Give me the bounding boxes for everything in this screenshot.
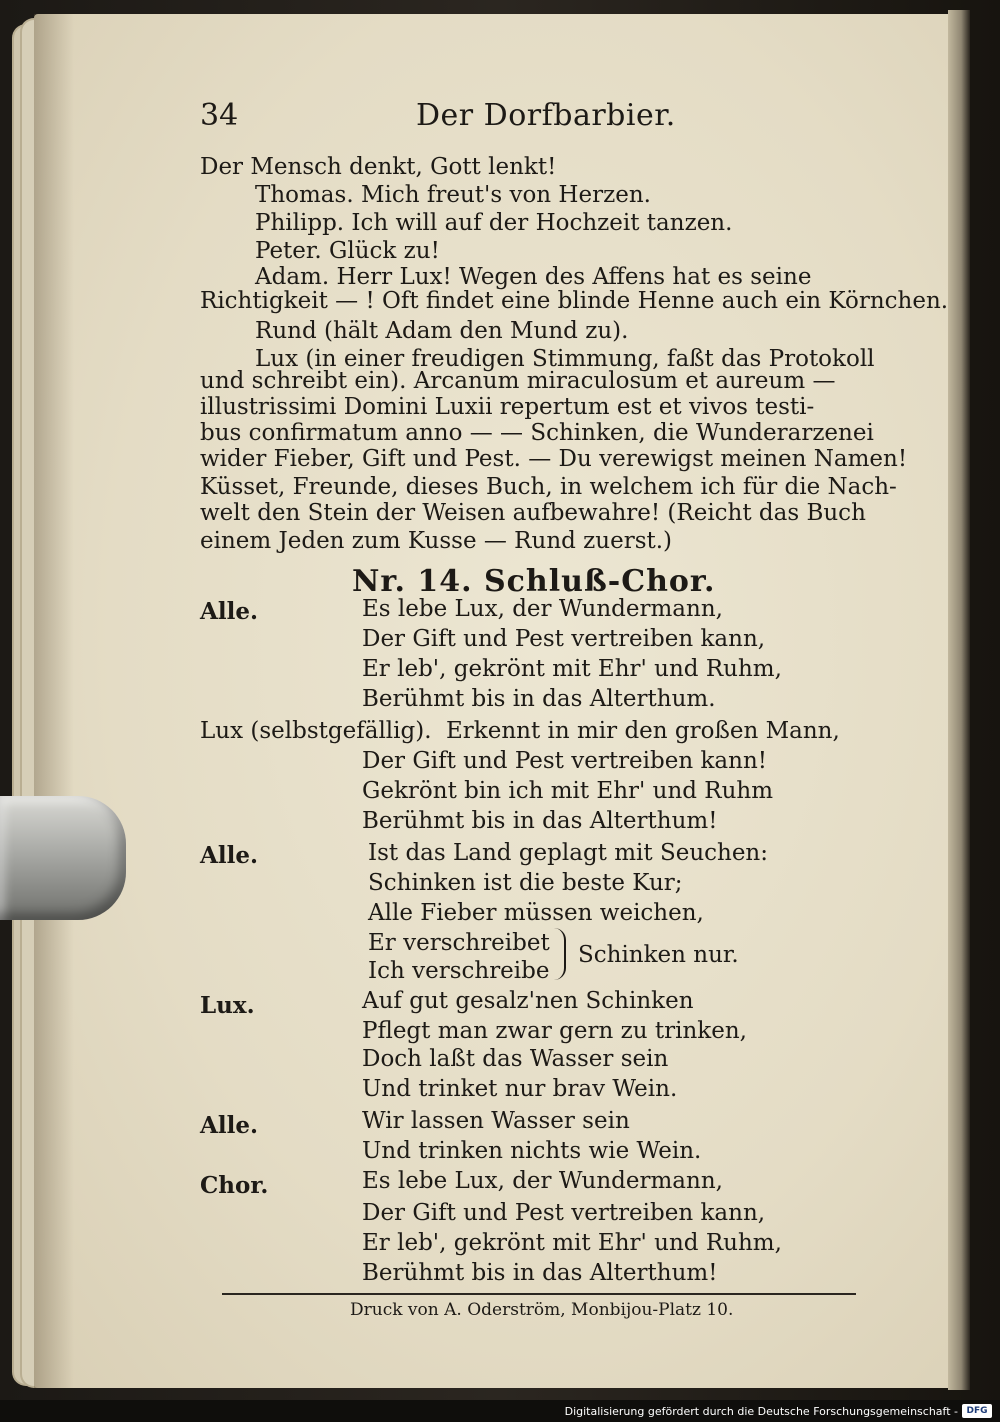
text-line: und schreibt ein). Arcanum miraculosum et aureum —	[200, 368, 836, 394]
speaker-label: Alle.	[200, 598, 258, 625]
verse-line: Berühmt bis in das Alterthum!	[362, 1260, 718, 1286]
verse-line: Und trinken nichts wie Wein.	[362, 1138, 702, 1164]
verse-line: Er verschreibet	[368, 930, 550, 956]
text-line: wider Fieber, Gift und Pest. — Du verewigst meinen Namen!	[200, 446, 908, 472]
text-line: welt den Stein der Weisen aufbewahre! (Reicht das Buch	[200, 500, 866, 526]
text-line: Rund (hält Adam den Mund zu).	[255, 318, 629, 344]
verse-line: Doch laßt das Wasser sein	[362, 1046, 669, 1072]
running-title: Der Dorfbarbier.	[416, 98, 676, 133]
verse-line: Der Gift und Pest vertreiben kann!	[362, 748, 768, 774]
text-line: Richtigkeit — ! Oft findet eine blinde Henne auch ein Körnchen.	[200, 288, 949, 314]
verse-line: Wir lassen Wasser sein	[362, 1108, 630, 1134]
text-line: bus confirmatum anno — — Schinken, die Wunderarzenei	[200, 420, 874, 446]
verse-line: Der Gift und Pest vertreiben kann,	[362, 626, 766, 652]
page-holder-clip	[0, 796, 126, 920]
verse-line: Pflegt man zwar gern zu trinken,	[362, 1018, 747, 1044]
verse-line: Der Gift und Pest vertreiben kann,	[362, 1200, 766, 1226]
text-line: Thomas. Mich freut's von Herzen.	[255, 182, 651, 208]
verse-line: Alle Fieber müssen weichen,	[368, 900, 704, 926]
speaker-label: Lux (selbstgefällig).	[200, 718, 432, 744]
speaker-label: Lux.	[200, 992, 255, 1019]
text-line: einem Jeden zum Kusse — Rund zuerst.)	[200, 528, 673, 554]
speaker-label: Alle.	[200, 1112, 258, 1139]
verse-line: Berühmt bis in das Alterthum.	[362, 686, 716, 712]
verse-line: Schinken ist die beste Kur;	[368, 870, 683, 896]
verse-line: Erkennt in mir den großen Mann,	[446, 718, 840, 744]
page-right-edge	[948, 10, 970, 1390]
verse-line: Er leb', gekrönt mit Ehr' und Ruhm,	[362, 1230, 782, 1256]
printer-imprint: Druck von A. Oderström, Monbijou-Platz 10.	[350, 1300, 734, 1320]
text-line: illustrissimi Domini Luxii repertum est et vivos testi-	[200, 394, 815, 420]
verse-line: Es lebe Lux, der Wundermann,	[362, 596, 723, 622]
verse-line: Ich verschreibe	[368, 958, 550, 984]
verse-line: Es lebe Lux, der Wundermann,	[362, 1168, 723, 1194]
verse-line: Berühmt bis in das Alterthum!	[362, 808, 718, 834]
text-line: Adam. Herr Lux! Wegen des Affens hat es seine	[255, 264, 812, 290]
text-line: Küsset, Freunde, dieses Buch, in welchem ich für die Nach-	[200, 474, 897, 500]
speaker-label: Alle.	[200, 842, 258, 869]
spine-shadow	[34, 14, 74, 1388]
speaker-label: Chor.	[200, 1172, 269, 1199]
braced-text: Schinken nur.	[578, 942, 739, 968]
text-line: Peter. Glück zu!	[255, 238, 440, 264]
page-number: 34	[200, 98, 239, 133]
curly-brace	[554, 928, 566, 980]
dfg-logo: DFG	[962, 1404, 992, 1418]
verse-line: Und trinket nur brav Wein.	[362, 1076, 678, 1102]
footer-rule	[222, 1293, 856, 1295]
digitization-notice: Digitalisierung gefördert durch die Deutsche Forschungsgemeinschaft -	[564, 1405, 958, 1418]
verse-line: Er leb', gekrönt mit Ehr' und Ruhm,	[362, 656, 782, 682]
verse-line: Ist das Land geplagt mit Seuchen:	[368, 840, 768, 866]
verse-line: Gekrönt bin ich mit Ehr' und Ruhm	[362, 778, 774, 804]
text-line: Philipp. Ich will auf der Hochzeit tanzen.	[255, 210, 733, 236]
verse-line: Auf gut gesalz'nen Schinken	[362, 988, 694, 1014]
section-title: Nr. 14. Schluß-Chor.	[352, 564, 716, 599]
text-line: Der Mensch denkt, Gott lenkt!	[200, 154, 557, 180]
text-line: Lux (in einer freudigen Stimmung, faßt das Protokoll	[255, 346, 875, 372]
